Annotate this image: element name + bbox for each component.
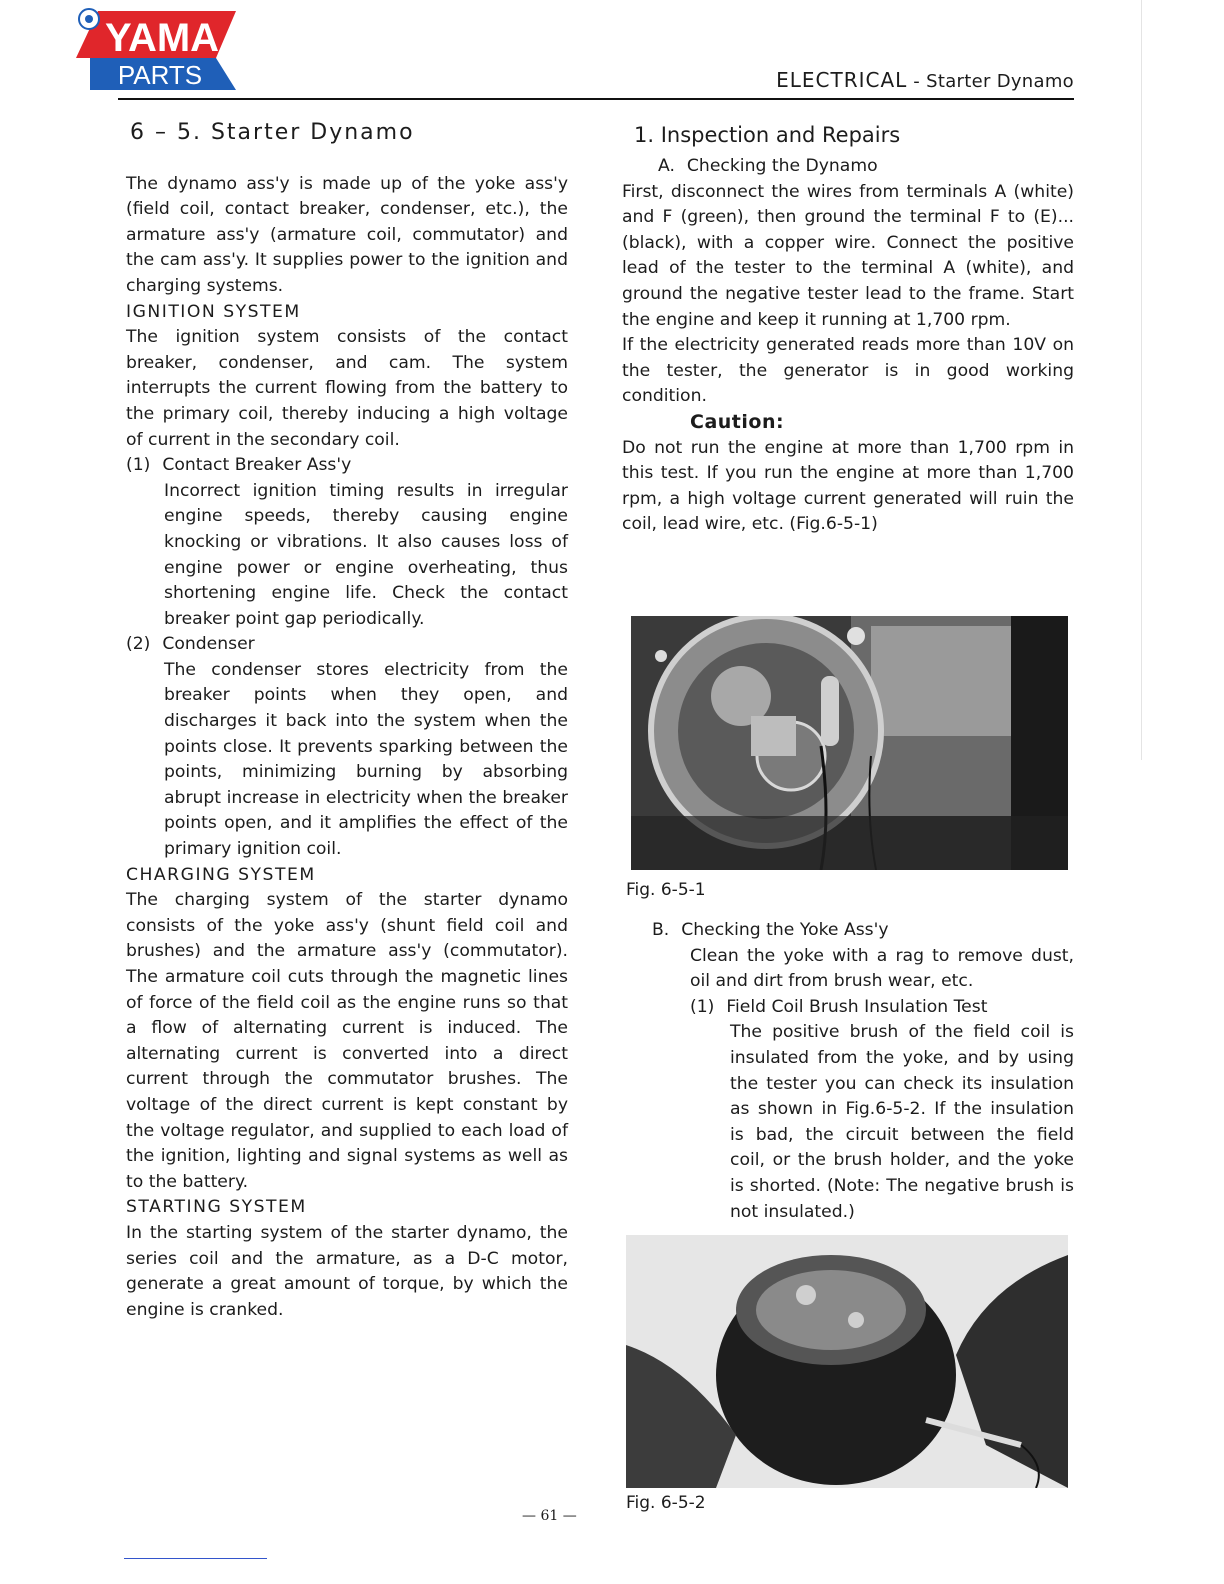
ignition-system-text: The ignition system consists of the contact breaker, condenser, and cam. The system interrupts the current flowing from the battery to the primary coil, thereby inducing a high voltage of current in the secondary coil. xyxy=(126,327,568,450)
charging-system-text: The charging system of the starter dynamo consists of the yoke ass'y (shunt field coil and brushes) and the armature ass'y (commutator). The armature coil cuts through the magnetic lines of force of the field coil as the engine runs so that a flow of alternating current is induced. The alternating current is converted into a direct current through the commutator brushes. The voltage of the direct current is kept constant by the voltage regulator, and supplied to each load of the ignition, lighting and signal systems as well as to the battery. xyxy=(126,890,568,1192)
running-header xyxy=(776,68,1074,92)
charging-system-heading: CHARGING SYSTEM xyxy=(126,864,316,885)
contact-breaker-item xyxy=(126,453,568,479)
header-rule xyxy=(118,98,1074,100)
left-column xyxy=(126,120,568,1323)
logo-text-top: YAMA xyxy=(104,16,220,60)
checking-dynamo-heading xyxy=(658,154,1074,180)
page-number: — 61 — xyxy=(522,1508,577,1524)
checking-yoke-heading xyxy=(652,918,1074,944)
item-letter: A. xyxy=(658,156,675,176)
inspection-title: 1. Inspection and Repairs xyxy=(634,123,901,147)
figure-6-5-1-photo xyxy=(631,616,1068,870)
header-separator: - xyxy=(907,71,927,92)
header-section: ELECTRICAL xyxy=(776,68,908,92)
caution-text: Do not run the engine at more than 1,700 rpm in this test. If you run the engine at more than 1,700 rpm, a high voltage current generated will ruin the coil, lead wire, etc. (Fig.6-5-1) xyxy=(622,437,1074,535)
ignition-system-heading: IGNITION SYSTEM xyxy=(126,301,301,322)
field-coil-test-text: The positive brush of the field coil is insulated from the yoke, and by using the tester you can check its insulation as shown in Fig.6-5-2. If the insulation is bad, the circuit between the field coil, or the brush holder, and the yoke is shorted. (Note: The negative brush is not insulated.) xyxy=(730,1022,1074,1222)
item-title: Field Coil Brush Insulation Test xyxy=(726,996,988,1017)
right-column-part-b xyxy=(652,918,1074,1225)
checking-dynamo-result: If the electricity generated reads more than 10V on the tester, the generator is in good working condition. xyxy=(622,335,1074,407)
item-number: (2) xyxy=(126,634,151,655)
item-title: Condenser xyxy=(162,634,255,655)
header-subtitle: Starter Dynamo xyxy=(926,71,1074,92)
checking-yoke-text: Clean the yoke with a rag to remove dust, oil and dirt from brush wear, etc. xyxy=(690,945,1074,992)
condenser-item xyxy=(126,632,568,658)
right-column xyxy=(622,120,1074,538)
yamaha-parts-logo xyxy=(76,8,241,94)
starting-system-heading: STARTING SYSTEM xyxy=(126,1197,307,1218)
item-number: (1) xyxy=(690,996,715,1017)
item-title: Checking the Yoke Ass'y xyxy=(681,920,889,940)
checking-dynamo-text: First, disconnect the wires from terminals A (white) and F (green), then ground the terminal F to (E)...(black), with a copper wire. Connect the positive lead of the tester to the terminal A (white), and ground the negative tester lead to the frame. Start the engine and keep it running at 1,700 rpm. xyxy=(622,181,1074,330)
footer-line xyxy=(124,1558,267,1559)
item-title: Checking the Dynamo xyxy=(686,156,878,176)
intro-paragraph: The dynamo ass'y is made up of the yoke ass'y (field coil, contact breaker, condenser, etc.), the armature ass'y (armature coil, commutator) and the cam ass'y. It supplies power to the ignition and charging systems. xyxy=(126,173,568,296)
starting-system-text: In the starting system of the starter dynamo, the series coil and the armature, as a D-C motor, generate a great amount of torque, by which the engine is cranked. xyxy=(126,1222,568,1320)
contact-breaker-text: Incorrect ignition timing results in irregular engine speeds, thereby causing engine knocking or vibrations. It also causes loss of engine power or engine overheating, thus shortening engine life. Check the contact breaker point gap periodically. xyxy=(164,480,568,629)
scan-edge-line xyxy=(1141,0,1142,760)
figure-6-5-1-caption: Fig. 6-5-1 xyxy=(626,880,706,900)
logo-text-bottom: PARTS xyxy=(117,60,203,90)
field-coil-test-heading xyxy=(690,995,1074,1021)
item-letter: B. xyxy=(652,920,670,940)
section-title: 6 – 5. Starter Dynamo xyxy=(130,120,415,145)
caution-label: Caution: xyxy=(690,410,785,433)
condenser-text: The condenser stores electricity from the breaker points when they open, and discharges it back into the system when the points close. It prevents sparking between the points, minimizing burning by absorbing abrupt increase in electricity when the breaker points open, and it amplifies the effect of the primary ignition coil. xyxy=(164,659,568,860)
figure-6-5-2-caption: Fig. 6-5-2 xyxy=(626,1493,706,1513)
item-title: Contact Breaker Ass'y xyxy=(162,455,352,476)
figure-6-5-2-photo xyxy=(626,1235,1068,1488)
item-number: (1) xyxy=(126,455,151,476)
